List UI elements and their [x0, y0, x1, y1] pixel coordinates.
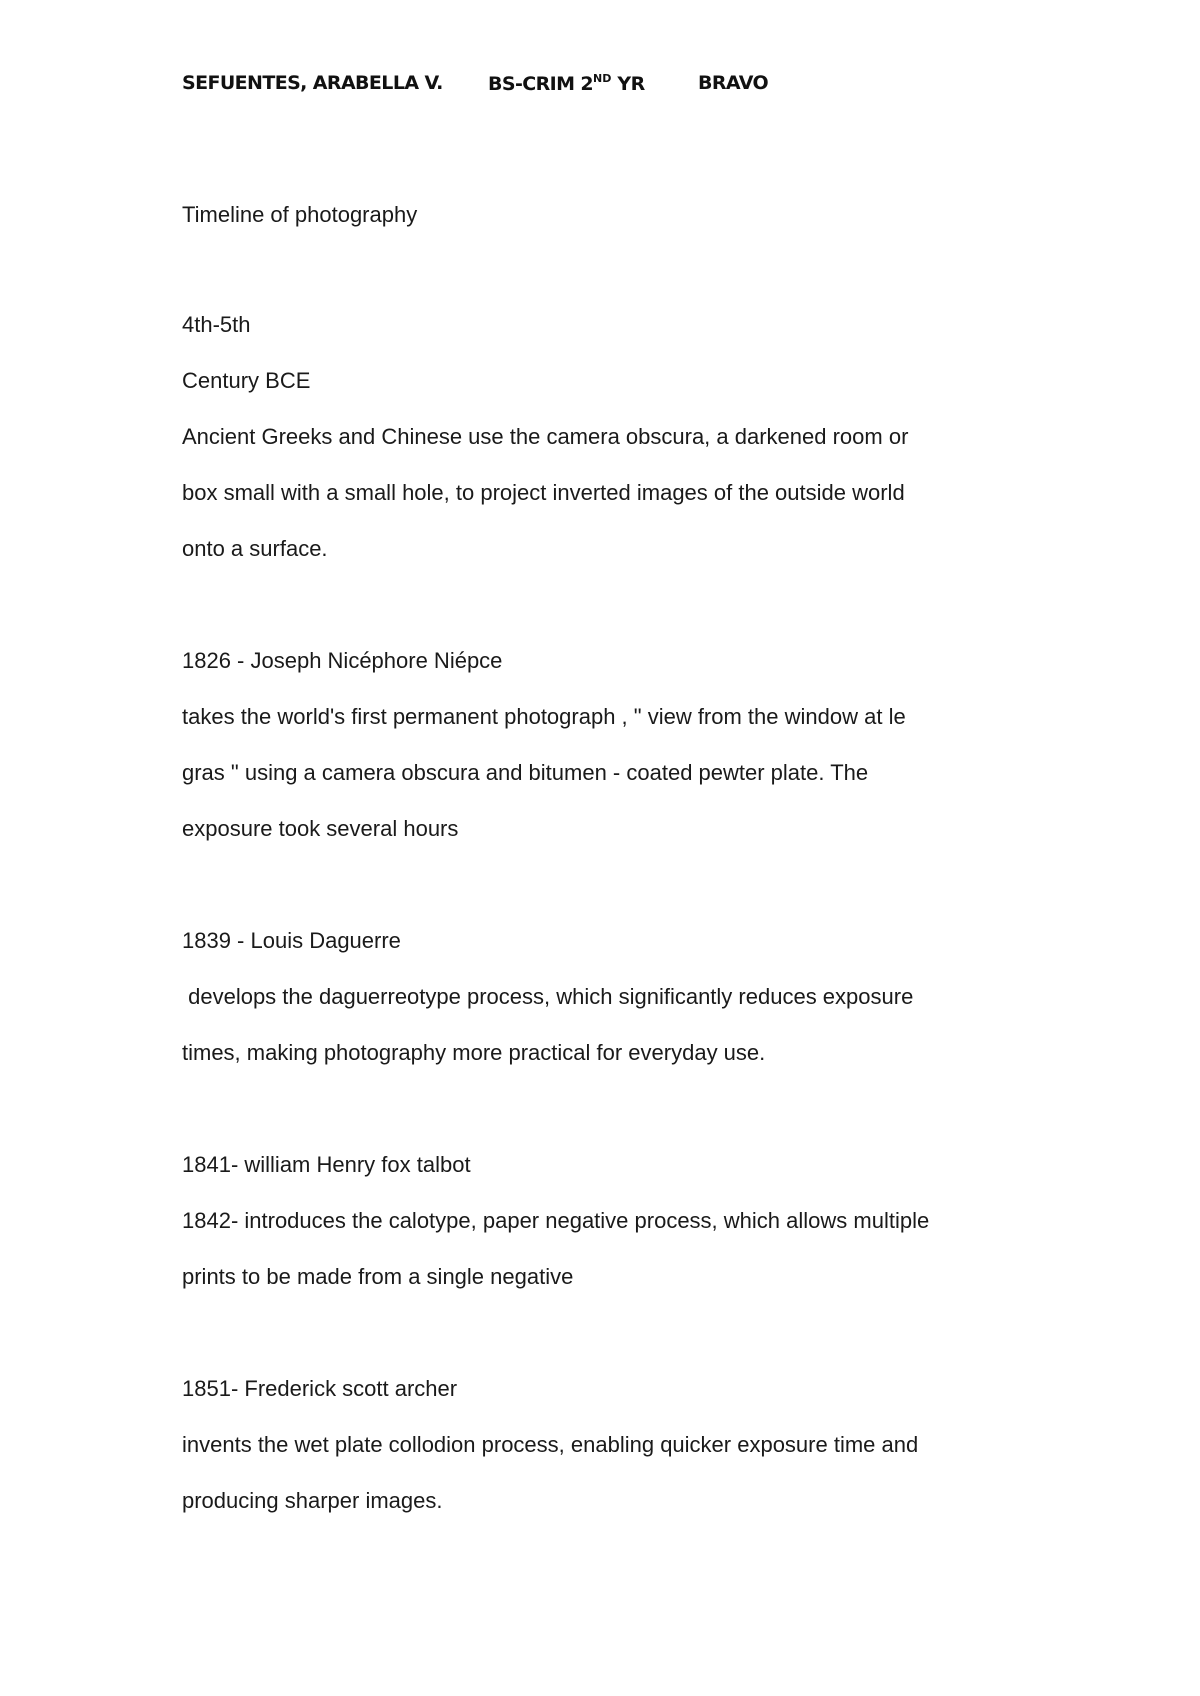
entry-heading: Century BCE	[182, 368, 311, 393]
entry-body-line: invents the wet plate collodion process, enabling quicker exposure time and	[182, 1432, 919, 1457]
entry-body-line: times, making photography more practical for everyday use.	[182, 1040, 766, 1065]
entry-body-line: develops the daguerreotype process, which significantly reduces exposure	[182, 984, 914, 1009]
entry-heading: 1851- Frederick scott archer	[182, 1376, 458, 1401]
entry-body-line: 1842- introduces the calotype, paper negative process, which allows multiple	[182, 1208, 930, 1233]
section-name: BRAVO	[698, 72, 769, 94]
entry-heading: 1826 - Joseph Nicéphore Niépce	[182, 648, 503, 673]
entry-heading: 4th-5th	[182, 312, 251, 337]
entry-body-line: producing sharper images.	[182, 1488, 443, 1513]
entry-body-line: prints to be made from a single negative	[182, 1264, 574, 1289]
course-suffix: YR	[611, 73, 645, 95]
entry-body-line: Ancient Greeks and Chinese use the camera obscura, a darkened room or	[182, 424, 909, 449]
entry-body-line: gras " using a camera obscura and bitumen - coated pewter plate. The	[182, 760, 869, 785]
course-year	[488, 72, 645, 95]
student-name: SEFUENTES, ARABELLA V.	[182, 72, 443, 94]
course-prefix: BS-CRIM 2	[488, 73, 594, 95]
entry-body-line: box small with a small hole, to project inverted images of the outside world	[182, 480, 905, 505]
entry-body-line: takes the world's first permanent photograph , " view from the window at le	[182, 704, 906, 729]
entry-heading: 1841- william Henry fox talbot	[182, 1152, 471, 1177]
course-superscript: ND	[593, 72, 612, 85]
entry-body-line: onto a surface.	[182, 536, 328, 561]
entry-body-line: exposure took several hours	[182, 816, 459, 841]
document-title: Timeline of photography	[182, 202, 418, 227]
entry-heading: 1839 - Louis Daguerre	[182, 928, 401, 953]
